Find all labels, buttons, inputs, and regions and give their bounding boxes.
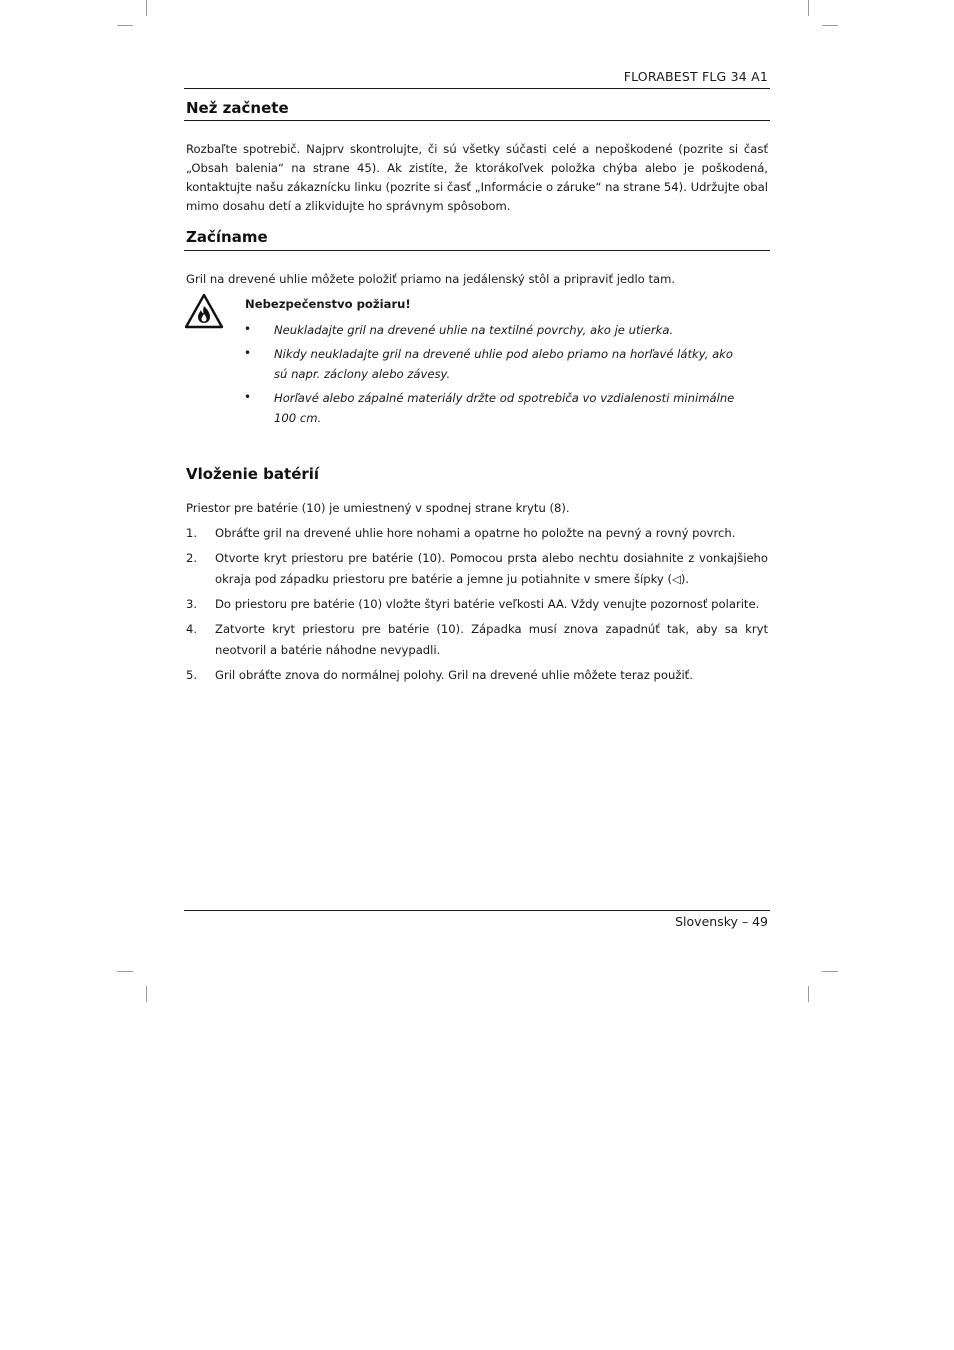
step-text: Gril obráťte znova do normálnej polohy. Gril na drevené uhlie môžete teraz použiť.: [215, 668, 693, 682]
section-rule: [184, 250, 770, 251]
getting-started-intro: Gril na drevené uhlie môžete položiť priamo na jedálenský stôl a pripraviť jedlo tam.: [186, 272, 676, 286]
footer-page-label: Slovensky – 49: [675, 914, 768, 929]
warning-item: Neukladajte gril na drevené uhlie na textilné povrchy, ako je utierka.: [274, 323, 674, 337]
crop-mark: [822, 971, 838, 972]
batteries-intro: Priestor pre batérie (10) je umiestnený v spodnej strane krytu (8).: [186, 501, 570, 515]
step-number: 4.: [186, 622, 198, 636]
bullet-dot: •: [244, 322, 252, 336]
fire-hazard-icon: [184, 293, 224, 329]
footer-rule: [184, 910, 770, 911]
step-text: Otvorte kryt priestoru pre batérie (10). Pomocou prsta alebo nechtu dosiahnite z vonkajšieho okraja pod západku priestoru pre batérie a jemne ju potiahnite v smere šípky (◁).: [215, 551, 768, 586]
section-rule: [184, 120, 770, 121]
step-number: 1.: [186, 526, 198, 540]
crop-mark: [117, 971, 133, 972]
warning-item: Nikdy neukladajte gril na drevené uhlie pod alebo priamo na horľavé látky, ako sú napr. záclony alebo závesy.: [274, 347, 733, 381]
section-title-getting-started: Začíname: [186, 228, 268, 246]
header-model: FLORABEST FLG 34 A1: [623, 69, 768, 84]
crop-mark: [808, 0, 809, 16]
crop-mark: [146, 0, 147, 16]
section-title-batteries: Vloženie batérií: [186, 465, 320, 483]
warning-title: Nebezpečenstvo požiaru!: [245, 297, 411, 311]
warning-item: Horľavé alebo zápalné materiály držte od spotrebiča vo vzdialenosti minimálne 100 cm.: [274, 391, 735, 425]
bullet-dot: •: [244, 390, 252, 404]
step-text: Zatvorte kryt priestoru pre batérie (10). Západka musí znova zapadnúť tak, aby sa kryt neotvoril a batérie náhodne nevypadli.: [215, 622, 768, 657]
crop-mark: [822, 25, 838, 26]
section-title-before-start: Než začnete: [186, 99, 289, 117]
crop-mark: [117, 25, 133, 26]
crop-mark: [808, 986, 809, 1002]
crop-mark: [146, 986, 147, 1002]
step-number: 2.: [186, 551, 198, 565]
intro-paragraph: Rozbaľte spotrebič. Najprv skontrolujte, či sú všetky súčasti celé a nepoškodené (pozrite si časť „Obsah balenia“ na strane 45). Ak zistíte, že ktorákoľvek položka chýba alebo je poškodená, kontaktujte našu zákaznícku linku (pozrite si časť „Informácie o záruke“ na strane 54). Udržujte obal mimo dosahu detí a zlikvidujte ho správnym spôsobom.: [186, 142, 768, 213]
step-number: 5.: [186, 668, 198, 682]
step-text: Obráťte gril na drevené uhlie hore nohami a opatrne ho položte na pevný a rovný povrch.: [215, 526, 736, 540]
header-rule: [184, 88, 770, 89]
step-text: Do priestoru pre batérie (10) vložte štyri batérie veľkosti AA. Vždy venujte pozornosť polarite.: [215, 597, 760, 611]
step-number: 3.: [186, 597, 198, 611]
bullet-dot: •: [244, 346, 252, 360]
